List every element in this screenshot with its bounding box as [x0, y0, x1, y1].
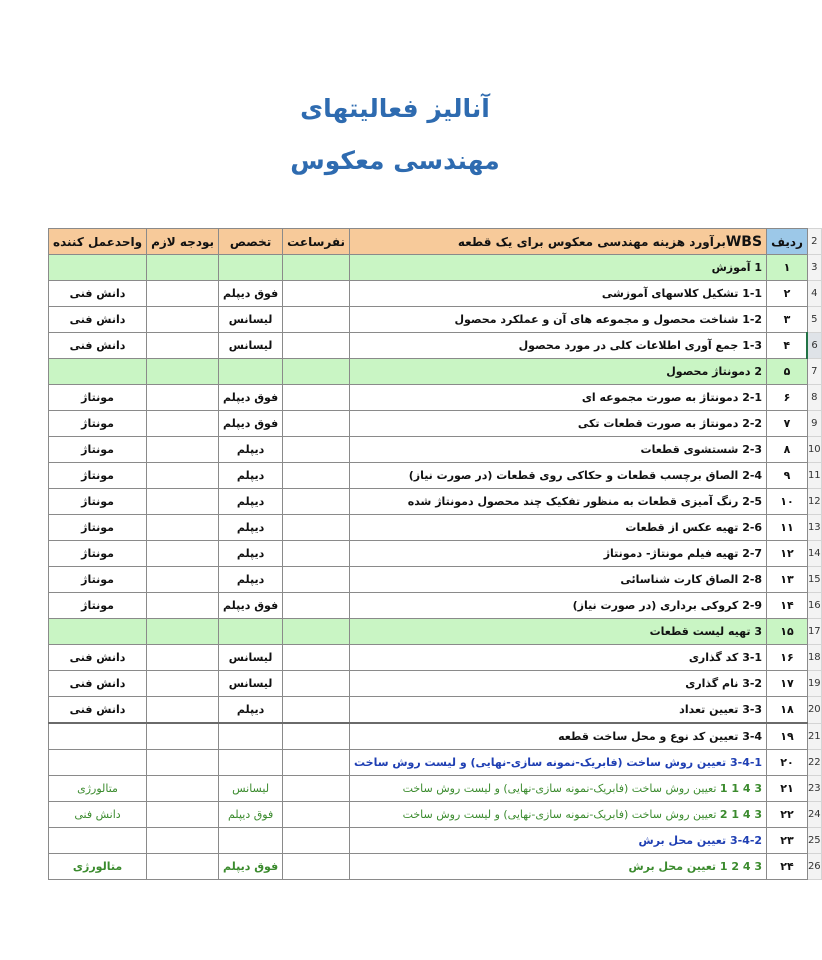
row-number[interactable]: 12 — [807, 489, 821, 515]
table-row — [49, 489, 822, 515]
cell-id[interactable]: ۱۴ — [767, 593, 808, 619]
cell-id[interactable]: ۲۳ — [767, 828, 808, 854]
cell-budget[interactable] — [147, 593, 219, 619]
row-number[interactable]: 15 — [807, 567, 821, 593]
row-number[interactable]: 17 — [807, 619, 821, 645]
cell-expertise[interactable]: دیپلم — [219, 437, 283, 463]
cell-unit[interactable]: مونتاژ — [49, 437, 147, 463]
wbs-code: 2-9 — [742, 599, 763, 612]
row-number[interactable]: 13 — [807, 515, 821, 541]
header-wbs: WBS — [725, 233, 763, 250]
cell-man-hours[interactable] — [283, 463, 350, 489]
cell-activity[interactable] — [350, 385, 767, 411]
cell-man-hours[interactable] — [283, 411, 350, 437]
cell-id[interactable]: ۲۰ — [767, 750, 808, 776]
activity-text: تعیین روش ساخت (فابریک-نمونه سازی-نهایی) و لیست روش ساخت — [402, 782, 717, 795]
cell-expertise[interactable]: فوق دیپلم — [219, 411, 283, 437]
cell-expertise[interactable]: لیسانس — [219, 671, 283, 697]
wbs-code: 2-1 — [742, 391, 763, 404]
wbs-code: 3-4-2 — [729, 834, 763, 847]
header-unit: واحدعمل کننده — [49, 229, 147, 255]
row-number[interactable]: 18 — [807, 645, 821, 671]
activity-text: نام گذاری — [685, 677, 739, 690]
cell-expertise[interactable]: دیپلم — [219, 489, 283, 515]
cell-unit[interactable]: دانش فنی — [49, 671, 147, 697]
row-number[interactable]: 24 — [807, 802, 821, 828]
wbs-code: 1-3 — [742, 339, 763, 352]
row-number[interactable]: 6 — [807, 333, 821, 359]
row-number[interactable]: 3 — [807, 255, 821, 281]
cell-man-hours[interactable] — [283, 255, 350, 281]
cell-id[interactable]: ۱۲ — [767, 541, 808, 567]
activity-text: تعیین محل برش — [638, 834, 727, 847]
table-row — [49, 333, 822, 359]
cell-id[interactable]: ۹ — [767, 463, 808, 489]
cell-expertise[interactable]: دیپلم — [219, 541, 283, 567]
cell-unit[interactable]: دانش فنی — [49, 802, 147, 828]
cell-budget[interactable] — [147, 776, 219, 802]
cell-activity[interactable] — [350, 515, 767, 541]
cell-activity[interactable] — [350, 723, 767, 750]
table-row — [49, 385, 822, 411]
cell-unit[interactable] — [49, 619, 147, 645]
cell-budget[interactable] — [147, 437, 219, 463]
cell-unit[interactable] — [49, 828, 147, 854]
cell-budget[interactable] — [147, 854, 219, 880]
table-row — [49, 802, 822, 828]
row-number[interactable]: 25 — [807, 828, 821, 854]
cell-unit[interactable]: مونتاژ — [49, 411, 147, 437]
wbs-code: 2-4 — [742, 469, 763, 482]
activity-text: دمونتاژ به صورت قطعات تکی — [577, 417, 739, 430]
wbs-code: 3-3 — [742, 703, 763, 716]
page-subtitle: مهندسی معکوس — [290, 146, 500, 175]
cell-man-hours[interactable] — [283, 828, 350, 854]
cell-id[interactable]: ۳ — [767, 307, 808, 333]
row-number[interactable]: 19 — [807, 671, 821, 697]
table-row — [49, 567, 822, 593]
cell-unit[interactable]: متالورژی — [49, 776, 147, 802]
cell-unit[interactable]: مونتاژ — [49, 515, 147, 541]
cell-man-hours[interactable] — [283, 593, 350, 619]
cell-unit[interactable]: مونتاژ — [49, 593, 147, 619]
activity-text: رنگ آمیزی قطعات به منظور تفکیک چند محصول دمونتاژ شده — [407, 495, 739, 508]
activity-text: تهیه عکس از قطعات — [625, 521, 739, 534]
cell-activity[interactable] — [350, 854, 767, 880]
cell-activity[interactable] — [350, 281, 767, 307]
table-row — [49, 463, 822, 489]
table-row — [49, 776, 822, 802]
cell-id[interactable]: ۵ — [767, 359, 808, 385]
row-number[interactable]: 22 — [807, 750, 821, 776]
cell-budget[interactable] — [147, 750, 219, 776]
cell-expertise[interactable]: لیسانس — [219, 333, 283, 359]
cell-activity[interactable] — [350, 802, 767, 828]
table-row — [49, 307, 822, 333]
row-number[interactable]: 26 — [807, 854, 821, 880]
cell-activity[interactable] — [350, 828, 767, 854]
table-row — [49, 515, 822, 541]
header-id: ردیف — [767, 229, 808, 255]
cell-id[interactable]: ۱ — [767, 255, 808, 281]
activity-text: شستشوی قطعات — [640, 443, 739, 456]
cell-unit[interactable]: دانش فنی — [49, 645, 147, 671]
cell-budget[interactable] — [147, 281, 219, 307]
cell-expertise[interactable]: لیسانس — [219, 776, 283, 802]
wbs-code: 2-8 — [742, 573, 763, 586]
activity-text: تهیه لیست قطعات — [649, 625, 751, 638]
cell-budget[interactable] — [147, 255, 219, 281]
activity-text: الصاق کارت شناسائی — [620, 573, 739, 586]
wbs-code: 3 4 2 1 — [719, 860, 763, 873]
cell-expertise[interactable]: فوق دیپلم — [219, 593, 283, 619]
activity-text: دمونتاژ محصول — [666, 365, 751, 378]
cell-id[interactable]: ۲۱ — [767, 776, 808, 802]
cell-expertise[interactable] — [219, 255, 283, 281]
activity-text: تعیین روش ساخت (فابریک-نمونه سازی-نهایی) و لیست روش ساخت — [402, 808, 717, 821]
cell-man-hours[interactable] — [283, 567, 350, 593]
cell-man-hours[interactable] — [283, 776, 350, 802]
cell-man-hours[interactable] — [283, 359, 350, 385]
activity-text: تعیین تعداد — [679, 703, 739, 716]
table-row — [49, 281, 822, 307]
cell-man-hours[interactable] — [283, 645, 350, 671]
cell-expertise[interactable]: فوق دیپلم — [219, 802, 283, 828]
header-man-hours: نفرساعت — [283, 229, 350, 255]
activity-text: شناخت محصول و مجموعه های آن و عملکرد محصول — [454, 313, 739, 326]
cell-id[interactable]: ۱۸ — [767, 697, 808, 724]
cell-man-hours[interactable] — [283, 489, 350, 515]
table-row — [49, 541, 822, 567]
cell-expertise[interactable]: فوق دیپلم — [219, 854, 283, 880]
cell-man-hours[interactable] — [283, 750, 350, 776]
cell-activity[interactable] — [350, 307, 767, 333]
activity-text: جمع آوری اطلاعات کلی در مورد محصول — [518, 339, 739, 352]
cell-activity[interactable] — [350, 411, 767, 437]
table-row — [49, 645, 822, 671]
table-row — [49, 750, 822, 776]
activity-text: آموزش — [711, 261, 751, 274]
cell-man-hours[interactable] — [283, 515, 350, 541]
cell-id[interactable]: ۴ — [767, 333, 808, 359]
table-row — [49, 671, 822, 697]
cell-id[interactable]: ۲ — [767, 281, 808, 307]
row-number[interactable]: 23 — [807, 776, 821, 802]
cell-activity[interactable] — [350, 489, 767, 515]
cell-man-hours[interactable] — [283, 333, 350, 359]
wbs-code: 3-2 — [742, 677, 763, 690]
cell-unit[interactable]: متالورژی — [49, 854, 147, 880]
cell-expertise[interactable]: فوق دیپلم — [219, 385, 283, 411]
row-number[interactable]: 14 — [807, 541, 821, 567]
cell-budget[interactable] — [147, 359, 219, 385]
group-row — [49, 255, 822, 281]
cell-activity[interactable] — [350, 593, 767, 619]
cell-budget[interactable] — [147, 307, 219, 333]
cell-activity[interactable] — [350, 671, 767, 697]
header-activity — [350, 229, 767, 255]
cell-man-hours[interactable] — [283, 307, 350, 333]
cell-id[interactable]: ۱۶ — [767, 645, 808, 671]
cell-unit[interactable] — [49, 723, 147, 750]
cell-id[interactable]: ۱۵ — [767, 619, 808, 645]
wbs-code: 2-7 — [742, 547, 763, 560]
cell-budget[interactable] — [147, 645, 219, 671]
cell-man-hours[interactable] — [283, 671, 350, 697]
row-number[interactable]: 2 — [807, 229, 821, 255]
cell-man-hours[interactable] — [283, 541, 350, 567]
cell-budget[interactable] — [147, 697, 219, 724]
cell-unit[interactable] — [49, 255, 147, 281]
cell-id[interactable]: ۶ — [767, 385, 808, 411]
cell-expertise[interactable]: لیسانس — [219, 645, 283, 671]
cell-activity[interactable] — [350, 567, 767, 593]
cell-unit[interactable]: مونتاژ — [49, 567, 147, 593]
table-row — [49, 828, 822, 854]
cell-activity[interactable] — [350, 541, 767, 567]
cell-activity[interactable] — [350, 255, 767, 281]
cell-activity[interactable] — [350, 463, 767, 489]
activity-text: تهیه فیلم مونتاژ- دمونتاژ — [603, 547, 739, 560]
cell-expertise[interactable]: دیپلم — [219, 515, 283, 541]
cell-man-hours[interactable] — [283, 281, 350, 307]
cell-id[interactable]: ۷ — [767, 411, 808, 437]
wbs-code: 2-3 — [742, 443, 763, 456]
cell-id[interactable]: ۱۹ — [767, 723, 808, 750]
cell-id[interactable]: ۱۷ — [767, 671, 808, 697]
wbs-code: 3 4 1 1 — [719, 782, 763, 795]
cell-activity[interactable] — [350, 776, 767, 802]
activity-table — [48, 228, 822, 880]
cell-unit[interactable]: دانش فنی — [49, 697, 147, 724]
wbs-code: 3-1 — [742, 651, 763, 664]
cell-expertise[interactable] — [219, 750, 283, 776]
cell-activity[interactable] — [350, 333, 767, 359]
group-row — [49, 359, 822, 385]
cell-activity[interactable] — [350, 359, 767, 385]
cell-unit[interactable]: مونتاژ — [49, 385, 147, 411]
cell-budget[interactable] — [147, 489, 219, 515]
cell-unit[interactable]: مونتاژ — [49, 541, 147, 567]
header-budget: بودجه لازم — [147, 229, 219, 255]
activity-text: تعیین روش ساخت (فابریک-نمونه سازی-نهایی) و لیست روش ساخت — [354, 756, 727, 769]
cell-budget[interactable] — [147, 802, 219, 828]
cell-expertise[interactable]: دیپلم — [219, 463, 283, 489]
cell-expertise[interactable] — [219, 359, 283, 385]
cell-activity[interactable] — [350, 697, 767, 724]
cell-budget[interactable] — [147, 515, 219, 541]
cell-expertise[interactable] — [219, 619, 283, 645]
cell-budget[interactable] — [147, 567, 219, 593]
cell-id[interactable]: ۱۱ — [767, 515, 808, 541]
table-row — [49, 697, 822, 724]
wbs-code: 1-2 — [742, 313, 763, 326]
row-number[interactable]: 5 — [807, 307, 821, 333]
activity-text: تعیین کد نوع و محل ساخت قطعه — [558, 730, 739, 743]
activity-text: تشکیل کلاسهای آموزشی — [601, 287, 739, 300]
wbs-code: 3-4-1 — [729, 756, 763, 769]
cell-id[interactable]: ۲۲ — [767, 802, 808, 828]
row-number[interactable]: 16 — [807, 593, 821, 619]
header-activity-text: برآورد هزینه مهندسی معکوس برای یک قطعه — [457, 234, 726, 249]
cell-budget[interactable] — [147, 671, 219, 697]
row-number[interactable]: 4 — [807, 281, 821, 307]
header-row — [49, 229, 822, 255]
cell-man-hours[interactable] — [283, 385, 350, 411]
cell-unit[interactable]: مونتاژ — [49, 489, 147, 515]
cell-expertise[interactable]: لیسانس — [219, 307, 283, 333]
activity-text: الصاق برچسب قطعات و حکاکی روی قطعات (در صورت نیاز) — [408, 469, 739, 482]
cell-activity[interactable] — [350, 437, 767, 463]
cell-budget[interactable] — [147, 723, 219, 750]
wbs-code: 1-1 — [742, 287, 763, 300]
cell-expertise[interactable]: فوق دیپلم — [219, 281, 283, 307]
cell-unit[interactable] — [49, 359, 147, 385]
activity-text: تعیین محل برش — [628, 860, 717, 873]
wbs-code: 2-6 — [742, 521, 763, 534]
cell-budget[interactable] — [147, 463, 219, 489]
cell-id[interactable]: ۲۴ — [767, 854, 808, 880]
cell-unit[interactable]: دانش فنی — [49, 333, 147, 359]
cell-budget[interactable] — [147, 333, 219, 359]
cell-expertise[interactable] — [219, 723, 283, 750]
wbs-code: 2-5 — [742, 495, 763, 508]
cell-id[interactable]: ۸ — [767, 437, 808, 463]
wbs-code: 2-2 — [742, 417, 763, 430]
row-number[interactable]: 7 — [807, 359, 821, 385]
table-row — [49, 854, 822, 880]
table-row — [49, 593, 822, 619]
row-number[interactable]: 9 — [807, 411, 821, 437]
activity-text: دمونتاژ به صورت مجموعه ای — [581, 391, 739, 404]
cell-budget[interactable] — [147, 541, 219, 567]
cell-id[interactable]: ۱۰ — [767, 489, 808, 515]
wbs-code: 1 — [754, 261, 763, 274]
wbs-code: 3 4 1 2 — [719, 808, 763, 821]
cell-activity[interactable] — [350, 619, 767, 645]
cell-budget[interactable] — [147, 619, 219, 645]
cell-expertise[interactable]: دیپلم — [219, 567, 283, 593]
cell-man-hours[interactable] — [283, 619, 350, 645]
cell-unit[interactable]: دانش فنی — [49, 307, 147, 333]
cell-budget[interactable] — [147, 411, 219, 437]
cell-budget[interactable] — [147, 828, 219, 854]
row-number[interactable]: 20 — [807, 697, 821, 724]
cell-unit[interactable]: دانش فنی — [49, 281, 147, 307]
row-number[interactable]: 8 — [807, 385, 821, 411]
wbs-code: 3 — [754, 625, 763, 638]
row-number[interactable]: 21 — [807, 723, 821, 750]
cell-activity[interactable] — [350, 645, 767, 671]
cell-man-hours[interactable] — [283, 723, 350, 750]
activity-text: کروکی برداری (در صورت نیاز) — [572, 599, 739, 612]
cell-budget[interactable] — [147, 385, 219, 411]
table-row — [49, 437, 822, 463]
cell-man-hours[interactable] — [283, 437, 350, 463]
cell-activity[interactable] — [350, 750, 767, 776]
cell-expertise[interactable]: دیپلم — [219, 697, 283, 724]
wbs-code: 2 — [754, 365, 763, 378]
row-number[interactable]: 11 — [807, 463, 821, 489]
row-number[interactable]: 10 — [807, 437, 821, 463]
cell-expertise[interactable] — [219, 828, 283, 854]
cell-unit[interactable] — [49, 750, 147, 776]
cell-unit[interactable]: مونتاژ — [49, 463, 147, 489]
table-row — [49, 723, 822, 750]
activity-text: کد گذاری — [688, 651, 739, 664]
header-expertise: تخصص — [219, 229, 283, 255]
group-row — [49, 619, 822, 645]
cell-man-hours[interactable] — [283, 854, 350, 880]
cell-man-hours[interactable] — [283, 802, 350, 828]
cell-id[interactable]: ۱۳ — [767, 567, 808, 593]
cell-man-hours[interactable] — [283, 697, 350, 724]
table-row — [49, 411, 822, 437]
wbs-code: 3-4 — [742, 730, 763, 743]
page-title: آنالیز فعالیتهای — [300, 94, 490, 123]
